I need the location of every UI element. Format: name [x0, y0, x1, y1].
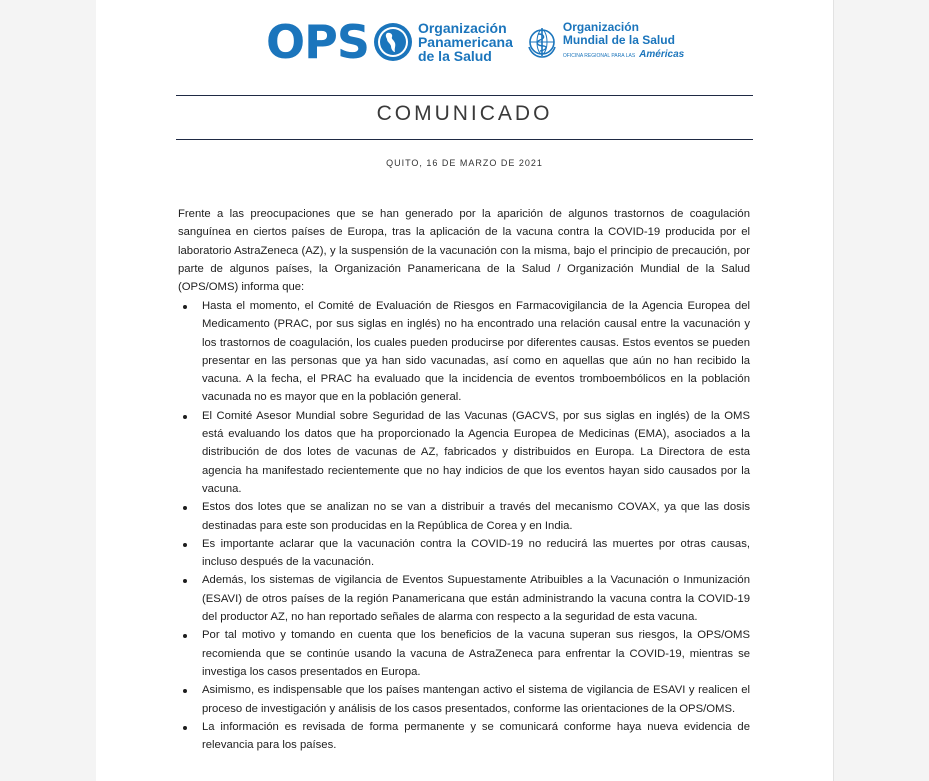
bullet-text: La información es revisada de forma permanente y se comunicará conforme haya nueva evidencia de relevancia para los países. — [202, 720, 750, 752]
who-name-line: Mundial de la Salud — [562, 33, 675, 47]
bullet-dot-icon — [183, 543, 187, 547]
bullet-dot-icon — [183, 579, 187, 583]
who-name — [563, 21, 684, 63]
bullet-dot-icon — [183, 506, 187, 510]
bullet-dot-icon — [183, 726, 187, 730]
bullet-text: Además, los sistemas de vigilancia de Eventos Supuestamente Atribuibles a la Vacunación o Inmunización (ESAVI) de otros países de la región Panamericana que están administrando la vacuna contra la COVID-19 del productor AZ, no han reportado señales de alarma con respecto a la seguridad de esta vacuna. — [202, 574, 750, 624]
bullet-item — [202, 681, 750, 718]
paho-name-line: Organización — [417, 20, 507, 36]
bullet-text: El Comité Asesor Mundial sobre Seguridad de las Vacunas (GACVS, por sus siglas en inglés) de la OMS está evaluando los datos que ha proporcionado la Agencia Europea de Medicinas (EMA), asociados a la distribución de dos lotes de vacunas de AZ, fabricados y distribuidos en Europa. La Directora de esta agencia ha manifestado recientemente que no hay indicios de que los eventos hayan sido causados por la vacuna. — [202, 409, 750, 495]
bullet-text: Por tal motivo y tomando en cuenta que los beneficios de la vacuna superan sus riesgos, la OPS/OMS recomienda que se continúe usando la vacuna de AstraZeneca para enfrentar la COVID-19, mientras se investiga los casos presentados en Europa. — [202, 629, 750, 678]
bullet-text: Asimismo, es indispensable que los países mantengan activo el sistema de vigilancia de ESAVI y realicen el proceso de investigación y análisis de los casos presentados, conforme las orientaciones de la OPS/OMS. — [202, 684, 750, 715]
bullet-dot-icon — [183, 689, 187, 693]
bullet-item — [202, 498, 750, 535]
document-title: COMUNICADO — [376, 102, 553, 125]
bullet-item — [202, 718, 750, 755]
paho-name-line: de la Salud — [417, 48, 492, 64]
bullet-text: Estos dos lotes que se analizan no se van a distribuir a través del mecanismo COVAX, ya que las dosis destinadas para este son producidas en la República de Corea y en India. — [202, 501, 750, 532]
bullet-dot-icon — [183, 305, 187, 309]
title-rule-bottom — [176, 139, 753, 140]
bullet-dot-icon — [183, 634, 187, 638]
bullet-text: Es importante aclarar que la vacunación contra la COVID-19 no reducirá las muertes por otras causas, incluso después de la vacunación. — [202, 537, 750, 569]
who-region-name: Américas — [639, 49, 685, 60]
bullet-item — [202, 297, 750, 407]
document-date: QUITO, 16 DE MARZO DE 2021 — [386, 158, 543, 168]
title-rule-top — [176, 95, 753, 96]
bullet-item — [202, 407, 750, 498]
ops-logo-text: OPS — [266, 15, 369, 69]
paho-name — [418, 21, 513, 63]
paho-seal-icon — [373, 22, 413, 62]
bullet-item — [202, 626, 750, 681]
who-emblem-icon — [525, 25, 559, 59]
page-right-edge — [833, 0, 834, 781]
who-regional-label: OFICINA REGIONAL PARA LAS — [562, 53, 636, 59]
bullet-text: Hasta el momento, el Comité de Evaluación de Riesgos en Farmacovigilancia de la Agencia Europea del Medicamento (PRAC, por sus siglas en inglés) no ha encontrado una relación causal entre la vacunación y los trastornos de coagulación, los cuales pueden producirse por diferentes causas. Estos eventos se pueden presentar en las personas que ya han sido vacunadas, así como en aquellas que aún no han recibido la vacuna. A la fecha, el PRAC ha evaluado que la incidencia de eventos tromboembólicos en la población vacunada no es mayor que en la población general. — [202, 300, 750, 404]
ops-who-logo — [266, 14, 684, 70]
paho-name-line: Panamericana — [417, 34, 513, 50]
bullet-dot-icon — [183, 415, 187, 419]
intro-paragraph: Frente a las preocupaciones que se han generado por la aparición de algunos trastornos de coagulación sanguínea en ciertos países de Europa, tras la aplicación de la vacuna contra la COVID-19 producida por el laboratorio AstraZeneca (AZ), y la suspensión de la vacunación con la misma, bajo el principio de precaución, por parte de algunos países, la Organización Panamericana de la Salud / Organización Mundial de la Salud (OPS/OMS) informa que: — [178, 208, 750, 294]
bullet-item — [202, 535, 750, 572]
bullet-item — [202, 571, 750, 626]
document-page — [96, 0, 833, 781]
who-regional-office — [563, 48, 684, 63]
bullet-list — [202, 297, 750, 754]
who-name-line: Organización — [562, 20, 639, 34]
